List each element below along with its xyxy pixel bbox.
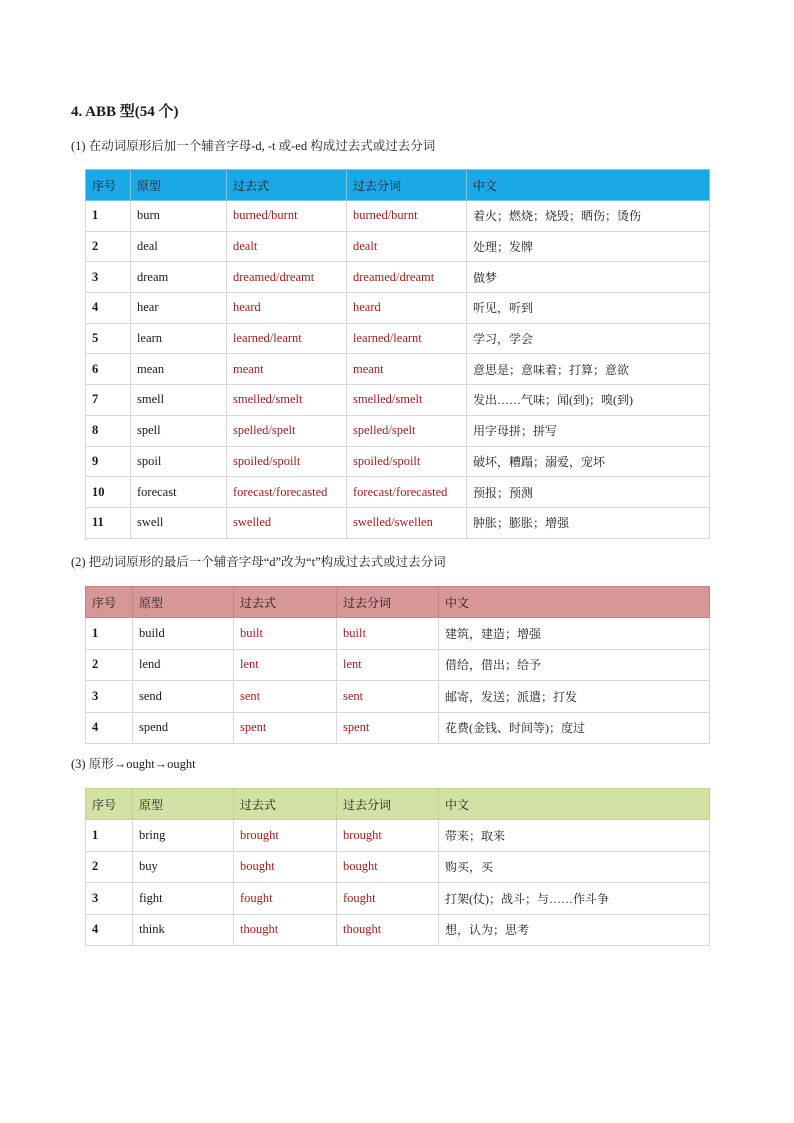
section-note-3: (3) 原形→ought→ought: [71, 757, 196, 771]
cell-num: 2: [86, 649, 133, 681]
cell-base: dream: [131, 262, 227, 293]
cell-num: 4: [86, 712, 133, 744]
table-row: [86, 201, 710, 232]
section-note-1: (1) 在动词原形后加一个辅音字母-d, -t 或-ed 构成过去式或过去分词: [71, 139, 436, 153]
cell-meaning: 发出……气味；闻(到)；嗅(到): [467, 385, 710, 416]
cell-meaning: 听见，听到: [467, 293, 710, 324]
cell-meaning: 破坏，糟蹋；溺爱，宠坏: [467, 446, 710, 477]
cell-num: 6: [86, 354, 131, 385]
table-row: [86, 446, 710, 477]
table-header: [86, 170, 710, 201]
cell-past: smelled/smelt: [227, 385, 347, 416]
cell-meaning: 处理；发牌: [467, 231, 710, 262]
column-header-participle: 过去分词: [347, 170, 467, 201]
cell-participle: built: [337, 618, 439, 650]
table-row: [86, 883, 710, 915]
cell-num: 10: [86, 477, 131, 508]
cell-meaning: 花费(金钱、时间等)；度过: [439, 712, 710, 744]
column-header-participle: 过去分词: [337, 587, 439, 618]
cell-meaning: 意思是；意味着；打算；意欲: [467, 354, 710, 385]
table-row: [86, 415, 710, 446]
cell-meaning: 用字母拼；拼写: [467, 415, 710, 446]
cell-meaning: 做梦: [467, 262, 710, 293]
cell-base: lend: [133, 649, 234, 681]
cell-num: 3: [86, 262, 131, 293]
cell-base: think: [133, 914, 234, 946]
cell-num: 5: [86, 323, 131, 354]
cell-num: 3: [86, 681, 133, 713]
cell-past: fought: [234, 883, 337, 915]
table-row: [86, 712, 710, 744]
cell-base: forecast: [131, 477, 227, 508]
column-header-meaning: 中文: [439, 587, 710, 618]
cell-meaning: 学习，学会: [467, 323, 710, 354]
cell-meaning: 建筑，建造；增强: [439, 618, 710, 650]
cell-participle: spelled/spelt: [347, 415, 467, 446]
cell-base: smell: [131, 385, 227, 416]
cell-base: bring: [133, 820, 234, 852]
cell-base: buy: [133, 851, 234, 883]
vocab-table-1: [85, 169, 710, 539]
column-header-past: 过去式: [234, 587, 337, 618]
cell-past: spoiled/spoilt: [227, 446, 347, 477]
cell-meaning: 邮寄，发送；派遣；打发: [439, 681, 710, 713]
cell-participle: lent: [337, 649, 439, 681]
cell-base: mean: [131, 354, 227, 385]
cell-participle: sent: [337, 681, 439, 713]
cell-num: 2: [86, 851, 133, 883]
cell-participle: bought: [337, 851, 439, 883]
cell-participle: meant: [347, 354, 467, 385]
table-row: [86, 649, 710, 681]
cell-base: burn: [131, 201, 227, 232]
cell-meaning: 购买，买: [439, 851, 710, 883]
cell-base: hear: [131, 293, 227, 324]
cell-past: thought: [234, 914, 337, 946]
table-row: [86, 507, 710, 538]
cell-num: 4: [86, 293, 131, 324]
cell-base: fight: [133, 883, 234, 915]
cell-participle: swelled/swellen: [347, 507, 467, 538]
cell-meaning: 肿胀；膨胀；增强: [467, 507, 710, 538]
table-row: [86, 262, 710, 293]
cell-past: spelled/spelt: [227, 415, 347, 446]
column-header-past: 过去式: [234, 789, 337, 820]
cell-meaning: 预报；预测: [467, 477, 710, 508]
cell-num: 11: [86, 507, 131, 538]
table-row: [86, 477, 710, 508]
cell-num: 7: [86, 385, 131, 416]
cell-base: spend: [133, 712, 234, 744]
cell-participle: brought: [337, 820, 439, 852]
cell-base: spoil: [131, 446, 227, 477]
cell-participle: dreamed/dreamt: [347, 262, 467, 293]
column-header-base: 原型: [131, 170, 227, 201]
table-row: [86, 385, 710, 416]
cell-past: lent: [234, 649, 337, 681]
vocab-table-2: [85, 586, 710, 744]
column-header-num: 序号: [86, 170, 131, 201]
cell-num: 1: [86, 618, 133, 650]
cell-base: spell: [131, 415, 227, 446]
section-heading: 4. ABB 型(54 个): [71, 104, 179, 120]
cell-base: send: [133, 681, 234, 713]
section-note-2: (2) 把动词原形的最后一个辅音字母“d”改为“t”构成过去式或过去分词: [71, 555, 446, 569]
cell-meaning: 带来；取来: [439, 820, 710, 852]
cell-num: 4: [86, 914, 133, 946]
table-row: [86, 820, 710, 852]
table-row: [86, 354, 710, 385]
cell-past: spent: [234, 712, 337, 744]
vocab-table-3: [85, 788, 710, 946]
cell-past: learned/learnt: [227, 323, 347, 354]
cell-past: brought: [234, 820, 337, 852]
table-row: [86, 293, 710, 324]
column-header-past: 过去式: [227, 170, 347, 201]
cell-base: swell: [131, 507, 227, 538]
cell-participle: burned/burnt: [347, 201, 467, 232]
column-header-num: 序号: [86, 587, 133, 618]
cell-base: deal: [131, 231, 227, 262]
cell-meaning: 想，认为；思考: [439, 914, 710, 946]
cell-past: forecast/forecasted: [227, 477, 347, 508]
cell-num: 8: [86, 415, 131, 446]
cell-participle: dealt: [347, 231, 467, 262]
table-row: [86, 681, 710, 713]
cell-num: 3: [86, 883, 133, 915]
cell-past: meant: [227, 354, 347, 385]
cell-meaning: 着火；燃烧；烧毁；晒伤；烫伤: [467, 201, 710, 232]
column-header-base: 原型: [133, 587, 234, 618]
table-header: [86, 789, 710, 820]
cell-meaning: 借给，借出；给予: [439, 649, 710, 681]
cell-participle: smelled/smelt: [347, 385, 467, 416]
cell-participle: heard: [347, 293, 467, 324]
cell-past: sent: [234, 681, 337, 713]
table-row: [86, 618, 710, 650]
cell-participle: learned/learnt: [347, 323, 467, 354]
table-header: [86, 587, 710, 618]
column-header-participle: 过去分词: [337, 789, 439, 820]
cell-num: 1: [86, 201, 131, 232]
cell-num: 1: [86, 820, 133, 852]
column-header-meaning: 中文: [439, 789, 710, 820]
cell-num: 2: [86, 231, 131, 262]
table-row: [86, 323, 710, 354]
table-row: [86, 231, 710, 262]
cell-participle: spent: [337, 712, 439, 744]
cell-past: burned/burnt: [227, 201, 347, 232]
cell-past: bought: [234, 851, 337, 883]
cell-past: dreamed/dreamt: [227, 262, 347, 293]
table-row: [86, 851, 710, 883]
cell-participle: fought: [337, 883, 439, 915]
cell-base: learn: [131, 323, 227, 354]
cell-num: 9: [86, 446, 131, 477]
cell-past: swelled: [227, 507, 347, 538]
cell-past: built: [234, 618, 337, 650]
column-header-base: 原型: [133, 789, 234, 820]
column-header-num: 序号: [86, 789, 133, 820]
cell-past: dealt: [227, 231, 347, 262]
cell-participle: spoiled/spoilt: [347, 446, 467, 477]
cell-participle: thought: [337, 914, 439, 946]
cell-meaning: 打架(仗)；战斗；与……作斗争: [439, 883, 710, 915]
cell-participle: forecast/forecasted: [347, 477, 467, 508]
table-row: [86, 914, 710, 946]
column-header-meaning: 中文: [467, 170, 710, 201]
cell-base: build: [133, 618, 234, 650]
cell-past: heard: [227, 293, 347, 324]
